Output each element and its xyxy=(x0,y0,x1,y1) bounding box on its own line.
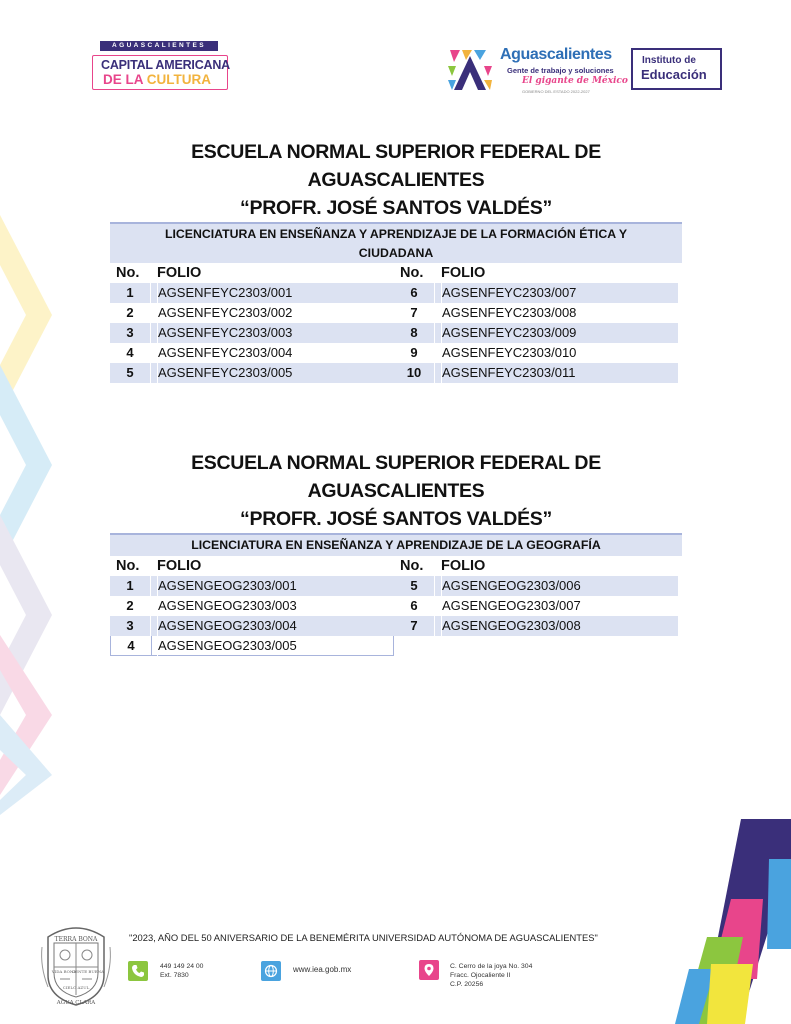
decorative-a-mark-icon xyxy=(671,819,791,1024)
row-folio: AGSENFEYC2303/004 xyxy=(157,343,292,363)
table-row xyxy=(110,636,394,656)
table-row xyxy=(394,616,678,636)
aguascalientes-government-period: GOBIERNO DEL ESTADO 2022-2027 xyxy=(522,89,590,94)
school-heading xyxy=(110,449,682,533)
school-heading-line1: ESCUELA NORMAL SUPERIOR FEDERAL DE xyxy=(191,141,601,163)
row-folio: AGSENGEOG2303/005 xyxy=(157,636,297,656)
folio-table-right-column xyxy=(394,556,678,636)
folio-table-left-column xyxy=(110,556,394,656)
phone-icon xyxy=(128,961,148,981)
table-row xyxy=(110,363,394,383)
address-line3: C.P. 20256 xyxy=(450,981,484,988)
capital-americana-logo xyxy=(88,41,232,91)
row-folio: AGSENFEYC2303/001 xyxy=(157,283,292,303)
table-header-row xyxy=(394,556,678,576)
row-folio: AGSENFEYC2303/009 xyxy=(441,323,576,343)
capital-logo-line2a: DE LA xyxy=(103,72,147,87)
program-title: LICENCIATURA EN ENSEÑANZA Y APRENDIZAJE DE LA FORMACIÓN ÉTICA Y CIUDADANA xyxy=(110,222,682,263)
row-folio: AGSENFEYC2303/011 xyxy=(441,363,575,383)
phone-number: 449 149 24 00 xyxy=(160,963,204,970)
aguascalientes-a-mark-icon xyxy=(446,46,494,94)
row-folio: AGSENFEYC2303/008 xyxy=(441,303,576,323)
seal-text-4: AGUA CLARA xyxy=(56,1000,96,1006)
row-folio: AGSENFEYC2303/002 xyxy=(157,303,292,323)
row-folio: AGSENFEYC2303/007 xyxy=(441,283,576,303)
row-number: 10 xyxy=(406,365,422,380)
row-number: 3 xyxy=(126,325,134,340)
table-row xyxy=(394,576,678,596)
row-number: 6 xyxy=(410,285,418,300)
row-folio: AGSENGEOG2303/006 xyxy=(441,576,581,596)
folio-table xyxy=(110,263,682,383)
table-header-row xyxy=(110,556,394,576)
decorative-chevrons-left xyxy=(0,215,60,815)
iea-logo-line1: Instituto de xyxy=(642,55,696,66)
table-row xyxy=(394,596,678,616)
row-number: 7 xyxy=(410,305,418,320)
address-line2: Fracc. Ojocaliente II xyxy=(450,972,511,979)
row-folio: AGSENGEOG2303/008 xyxy=(441,616,581,636)
table-row xyxy=(394,283,678,303)
footer-address xyxy=(450,962,532,989)
row-folio: AGSENGEOG2303/004 xyxy=(157,616,297,636)
school-heading-line2: AGUASCALIENTES xyxy=(307,480,485,502)
column-header-folio: FOLIO xyxy=(441,265,486,281)
table-row xyxy=(394,323,678,343)
row-number: 6 xyxy=(410,598,418,613)
folio-table-right-column xyxy=(394,263,678,383)
table-row xyxy=(110,303,394,323)
row-number: 1 xyxy=(126,285,134,300)
instituto-educacion-logo xyxy=(631,48,722,90)
capital-logo-line2 xyxy=(103,72,211,87)
school-heading xyxy=(110,138,682,222)
column-header-folio: FOLIO xyxy=(157,265,202,281)
row-folio: AGSENGEOG2303/003 xyxy=(157,596,297,616)
row-folio: AGSENFEYC2303/005 xyxy=(157,363,292,383)
table-row xyxy=(110,616,394,636)
anniversary-legend: "2023, AÑO DEL 50 ANIVERSARIO DE LA BENEMÉRITA UNIVERSIDAD AUTÓNOMA DE AGUASCALIENTES" xyxy=(129,932,598,943)
row-number: 3 xyxy=(126,618,134,633)
school-heading-line2: AGUASCALIENTES xyxy=(307,169,485,191)
aguascalientes-government-logo xyxy=(444,44,626,100)
seal-text-2: VIDA BONA xyxy=(51,969,77,974)
location-pin-icon xyxy=(419,960,439,980)
row-number: 7 xyxy=(410,618,418,633)
row-number: 2 xyxy=(126,305,134,320)
footer-website[interactable]: www.iea.gob.mx xyxy=(293,965,352,974)
table-row xyxy=(110,323,394,343)
capital-logo-band: AGUASCALIENTES xyxy=(100,41,218,51)
row-folio: AGSENGEOG2303/001 xyxy=(157,576,297,596)
aguascalientes-subtitle: Gente de trabajo y soluciones xyxy=(507,66,614,75)
state-coat-of-arms-icon xyxy=(38,917,114,1007)
table-header-row xyxy=(110,263,394,283)
row-number: 8 xyxy=(410,325,418,340)
capital-logo-line2b: CULTURA xyxy=(146,72,211,87)
results-section-1 xyxy=(110,138,682,383)
row-folio: AGSENGEOG2303/007 xyxy=(441,596,581,616)
folio-table xyxy=(110,556,682,658)
capital-logo-box xyxy=(92,55,231,90)
table-row xyxy=(110,343,394,363)
address-line1: C. Cerro de la joya No. 304 xyxy=(450,963,533,970)
row-number: 5 xyxy=(410,578,418,593)
column-header-folio: FOLIO xyxy=(157,558,202,574)
table-row xyxy=(394,303,678,323)
seal-text-5: CIELO AZUL xyxy=(62,985,90,990)
school-heading-line1: ESCUELA NORMAL SUPERIOR FEDERAL DE xyxy=(191,452,601,474)
results-section-2 xyxy=(110,449,682,658)
row-number: 4 xyxy=(126,345,134,360)
column-header-no: No. xyxy=(116,265,140,281)
table-header-row xyxy=(394,263,678,283)
row-folio: AGSENFEYC2303/003 xyxy=(157,323,292,343)
row-number: 1 xyxy=(126,578,134,593)
seal-text-1: TERRA BONA xyxy=(54,936,98,943)
row-folio: AGSENFEYC2303/010 xyxy=(441,343,576,363)
iea-logo-line2: Educación xyxy=(641,67,707,82)
school-heading-line3: “PROFR. JOSÉ SANTOS VALDÉS” xyxy=(240,508,552,530)
capital-logo-line1: CAPITAL AMERICANA xyxy=(101,58,231,72)
row-number: 4 xyxy=(127,638,135,653)
aguascalientes-slogan: El gigante de México xyxy=(522,76,628,86)
seal-text-3: GENTE BUENA xyxy=(71,969,105,974)
footer-phone xyxy=(160,962,203,980)
row-number: 5 xyxy=(126,365,134,380)
folio-table-left-column xyxy=(110,263,394,383)
row-number: 2 xyxy=(126,598,134,613)
school-heading-line3: “PROFR. JOSÉ SANTOS VALDÉS” xyxy=(240,197,552,219)
column-header-no: No. xyxy=(116,558,140,574)
table-row xyxy=(394,343,678,363)
table-row xyxy=(110,596,394,616)
phone-extension: Ext. 7830 xyxy=(160,972,189,979)
table-row xyxy=(110,283,394,303)
column-header-no: No. xyxy=(400,558,424,574)
column-header-no: No. xyxy=(400,265,424,281)
column-header-folio: FOLIO xyxy=(441,558,486,574)
aguascalientes-title: Aguascalientes xyxy=(500,46,612,63)
table-row xyxy=(110,576,394,596)
globe-icon xyxy=(261,961,281,981)
program-title: LICENCIATURA EN ENSEÑANZA Y APRENDIZAJE DE LA GEOGRAFÍA xyxy=(110,533,682,556)
row-number: 9 xyxy=(410,345,418,360)
table-row xyxy=(394,363,678,383)
